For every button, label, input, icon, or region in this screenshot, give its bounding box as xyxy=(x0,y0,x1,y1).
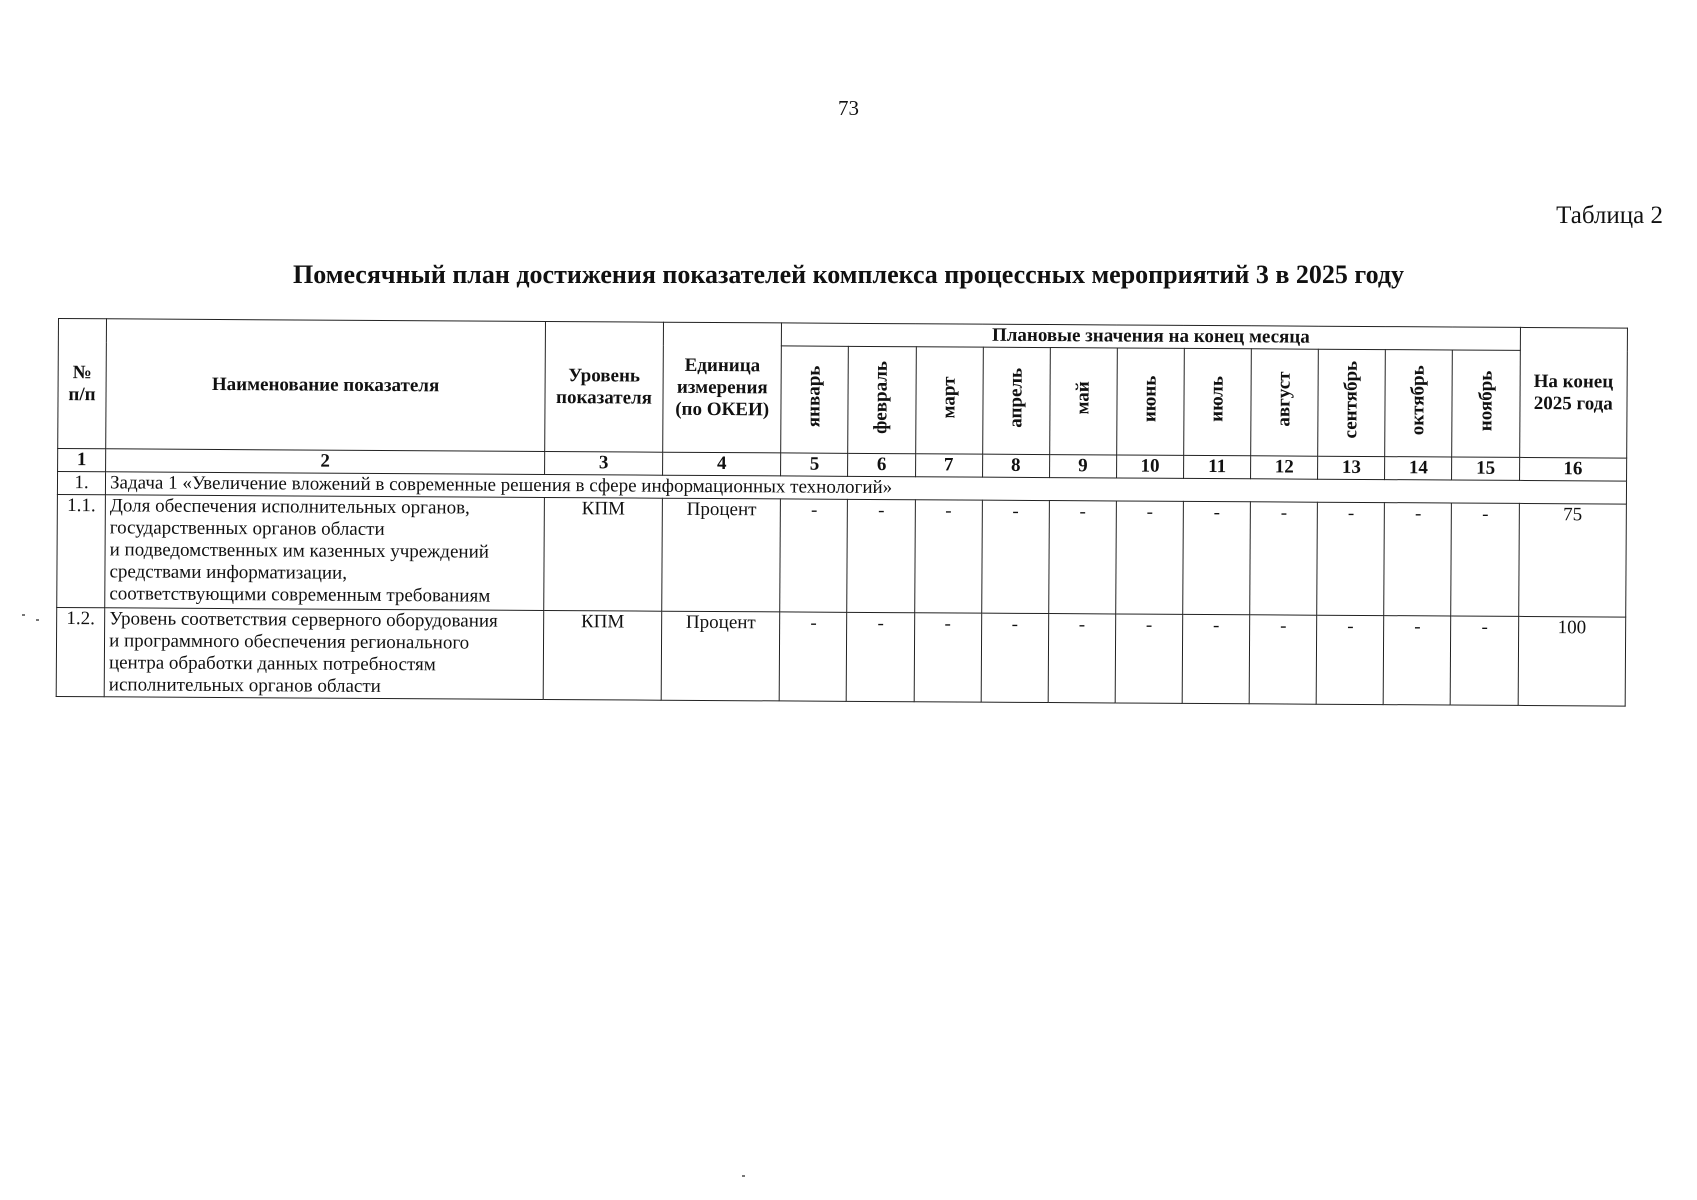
header-planned-values: Плановые значения на конец месяца xyxy=(782,323,1520,351)
scan-speck xyxy=(742,1175,745,1177)
month-value: - xyxy=(780,612,848,701)
column-number: 14 xyxy=(1385,457,1452,480)
header-month xyxy=(1452,350,1520,457)
indicator-name-line: исполнительных органов области xyxy=(108,674,381,697)
header-name: Наименование показателя xyxy=(106,319,546,452)
column-number: 4 xyxy=(663,452,781,476)
header-month xyxy=(781,346,849,453)
page-number: 73 xyxy=(838,96,859,120)
indicator-name-line: Уровень соответствия серверного оборудования xyxy=(109,608,498,632)
header-month xyxy=(1318,349,1386,456)
indicator-name-line: государственных органов области xyxy=(109,517,385,540)
column-number: 10 xyxy=(1116,455,1183,478)
task-num: 1. xyxy=(57,472,105,495)
month-label: май xyxy=(1072,381,1094,415)
month-value: - xyxy=(1451,503,1519,616)
month-value: - xyxy=(981,500,1049,613)
document-title: Помесячный план достижения показателей комплекса процессных мероприятий 3 в 2025 году xyxy=(293,260,1404,289)
month-value: - xyxy=(847,612,915,701)
month-label: апрель xyxy=(1005,367,1027,428)
column-number: 15 xyxy=(1452,457,1519,480)
month-value: - xyxy=(1249,615,1317,704)
month-value: - xyxy=(1384,503,1452,616)
month-value: - xyxy=(981,613,1049,702)
column-number: 16 xyxy=(1519,457,1627,481)
month-label: март xyxy=(937,376,960,419)
column-number: 3 xyxy=(544,451,662,475)
header-month xyxy=(982,347,1050,454)
indicator-name-line: соответствующими современным требованиям xyxy=(109,583,491,607)
column-number: 9 xyxy=(1049,455,1116,478)
header-month xyxy=(1049,348,1117,455)
column-number: 2 xyxy=(106,449,545,475)
indicator-name xyxy=(104,608,543,700)
month-value: - xyxy=(1116,501,1184,614)
column-number: 12 xyxy=(1251,456,1318,479)
month-value: - xyxy=(1115,614,1183,703)
scan-speck xyxy=(22,614,25,616)
header-month xyxy=(1117,348,1185,455)
header-num: № п/п xyxy=(58,319,107,449)
header-unit: Единица измерения (по ОКЕИ) xyxy=(663,322,782,453)
month-value: - xyxy=(1383,616,1451,705)
month-value: - xyxy=(780,499,848,612)
indicator-name-line: Доля обеспечения исполнительных органов, xyxy=(109,495,470,519)
month-label: февраль xyxy=(870,360,893,434)
row-num: 1.2. xyxy=(56,607,105,696)
indicator-name-line: центра обработки данных потребностям xyxy=(108,652,436,676)
table-caption: Таблица 2 xyxy=(1556,202,1663,229)
month-value: - xyxy=(914,613,982,702)
month-label: октябрь xyxy=(1407,365,1430,436)
month-label: июль xyxy=(1206,376,1228,422)
header-month xyxy=(1385,350,1453,457)
column-number: 11 xyxy=(1184,455,1251,478)
header-year-end: На конец 2025 года xyxy=(1519,327,1627,458)
indicator-unit: Процент xyxy=(661,611,780,701)
month-value: - xyxy=(1183,501,1251,614)
indicator-level: КПМ xyxy=(544,497,663,611)
scan-speck xyxy=(36,619,39,621)
table-row xyxy=(56,607,1626,706)
indicator-name-line: и подведомственных им казенных учреждений xyxy=(109,539,490,563)
month-value: - xyxy=(1048,614,1116,703)
month-label: июнь xyxy=(1139,375,1161,422)
month-value: - xyxy=(1317,502,1385,615)
row-num: 1.1. xyxy=(57,494,106,607)
header-month xyxy=(848,346,916,453)
indicator-unit: Процент xyxy=(662,498,781,612)
header-level: Уровень показателя xyxy=(545,321,664,452)
task-text: Задача 1 «Увеличение вложений в современные решения в сфере информационных технологий» xyxy=(105,472,1626,504)
indicator-level: КПМ xyxy=(543,610,662,700)
month-value: - xyxy=(914,500,982,613)
year-end-value: 75 xyxy=(1518,503,1626,617)
monthly-plan-table xyxy=(56,318,1628,707)
column-number: 6 xyxy=(848,453,915,476)
month-value: - xyxy=(847,499,915,612)
month-value: - xyxy=(1048,501,1116,614)
indicator-name-line: средствами информатизации, xyxy=(109,561,348,584)
column-number: 8 xyxy=(982,454,1049,477)
header-month xyxy=(1184,348,1252,455)
month-value: - xyxy=(1182,614,1250,703)
indicator-name xyxy=(105,495,544,611)
table-row xyxy=(57,494,1627,617)
column-number: 5 xyxy=(781,453,848,476)
column-number: 7 xyxy=(915,454,982,477)
month-label: сентябрь xyxy=(1340,361,1363,439)
indicator-name-line: и программного обеспечения регионального xyxy=(109,630,470,654)
column-number: 13 xyxy=(1318,456,1385,479)
month-value: - xyxy=(1250,502,1318,615)
month-label: январь xyxy=(803,365,826,428)
header-month xyxy=(1251,349,1319,456)
month-value: - xyxy=(1316,615,1384,704)
month-value: - xyxy=(1451,616,1519,705)
header-month xyxy=(915,347,983,454)
column-number: 1 xyxy=(58,449,106,472)
month-label: ноябрь xyxy=(1474,370,1497,432)
year-end-value: 100 xyxy=(1518,616,1626,706)
month-label: август xyxy=(1273,371,1295,428)
